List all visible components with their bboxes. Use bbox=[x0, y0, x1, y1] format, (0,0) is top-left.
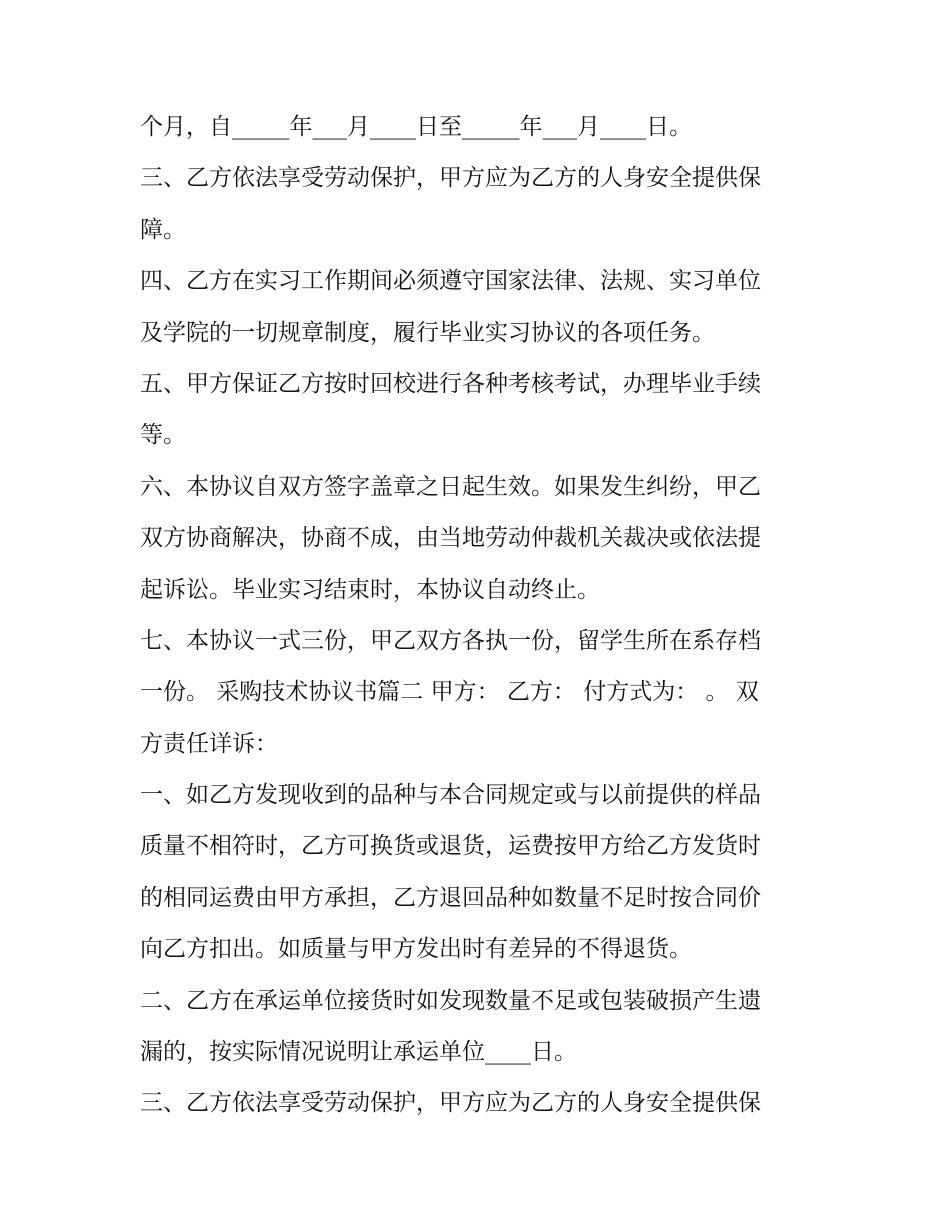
text-line: 七、本协议一式三份，甲乙双方各执一份，留学生所在系存档 bbox=[140, 627, 761, 654]
text-line: 二、乙方在承运单位接货时如发现数量不足或包装破损产生遗 bbox=[140, 987, 761, 1014]
text-line: 四、乙方在实习工作期间必须遵守国家法律、法规、实习单位 bbox=[140, 268, 761, 295]
text-line: 一、如乙方发现收到的品种与本合同规定或与以前提供的样品 bbox=[140, 782, 761, 809]
document-page bbox=[140, 102, 820, 1130]
text-line: 漏的，按实际情况说明让承运单位____日。 bbox=[140, 1039, 577, 1066]
text-line: 等。 bbox=[140, 422, 186, 449]
text-line: 个月，自_____年___月____日至_____年___月____日。 bbox=[140, 114, 692, 140]
text-line: 三、乙方依法享受劳动保护，甲方应为乙方的人身安全提供保 bbox=[140, 165, 761, 192]
text-line: 的相同运费由甲方承担，乙方退回品种如数量不足时按合同价 bbox=[140, 884, 761, 911]
text-line: 起诉讼。毕业实习结束时，本协议自动终止。 bbox=[140, 576, 600, 603]
text-line: 一份。 采购技术协议书篇二 甲方： 乙方： 付方式为： 。 双 bbox=[140, 679, 759, 706]
text-line: 三、乙方依法享受劳动保护，甲方应为乙方的人身安全提供保 bbox=[140, 1090, 761, 1117]
text-line: 障。 bbox=[140, 216, 186, 243]
text-line: 质量不相符时，乙方可换货或退货，运费按甲方给乙方发货时 bbox=[140, 833, 761, 860]
text-line: 及学院的一切规章制度，履行毕业实习协议的各项任务。 bbox=[140, 319, 715, 346]
text-line: 双方协商解决，协商不成，由当地劳动仲裁机关裁决或依法提 bbox=[140, 525, 761, 552]
text-line: 向乙方扣出。如质量与甲方发出时有差异的不得退货。 bbox=[140, 936, 692, 963]
text-line: 五、甲方保证乙方按时回校进行各种考核考试，办理毕业手续 bbox=[140, 370, 761, 397]
text-line: 方责任详诉： bbox=[140, 730, 278, 757]
text-line: 六、本协议自双方签字盖章之日起生效。如果发生纠纷，甲乙 bbox=[140, 473, 761, 500]
